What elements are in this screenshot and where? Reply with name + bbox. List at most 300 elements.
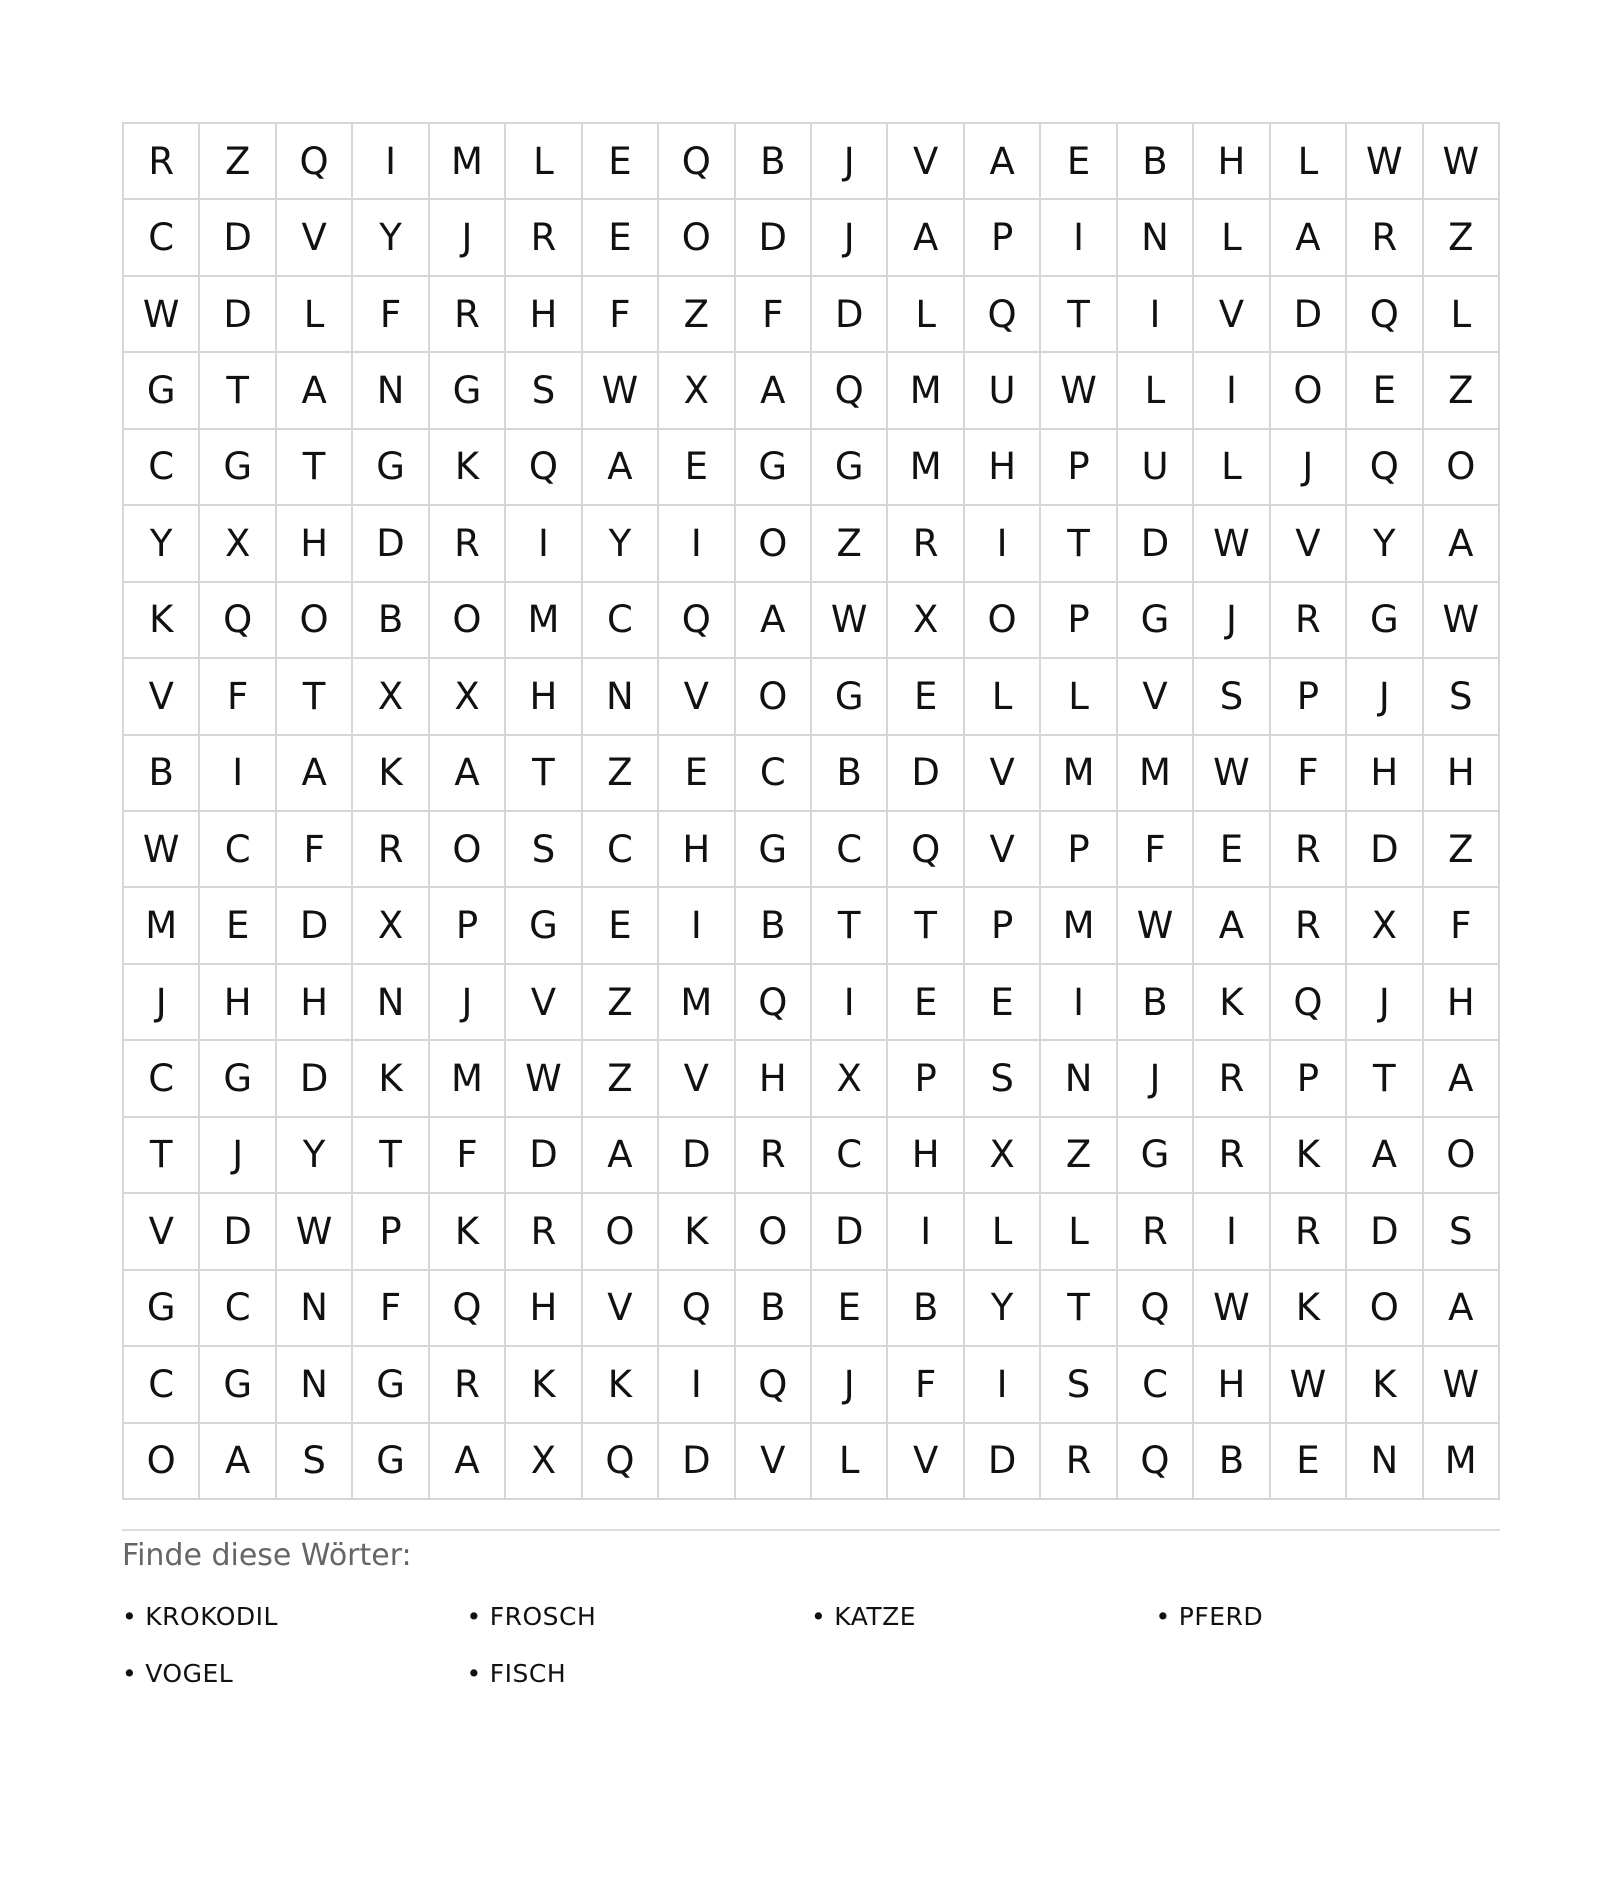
grid-cell[interactable]: C xyxy=(124,1041,200,1117)
grid-cell[interactable]: I xyxy=(1041,200,1117,276)
grid-cell[interactable]: V xyxy=(888,1424,964,1500)
grid-cell[interactable]: W xyxy=(1194,736,1270,812)
grid-cell[interactable]: T xyxy=(353,1118,429,1194)
grid-cell[interactable]: F xyxy=(1271,736,1347,812)
grid-cell[interactable]: N xyxy=(277,1347,353,1423)
grid-cell[interactable]: A xyxy=(430,736,506,812)
grid-cell[interactable]: V xyxy=(736,1424,812,1500)
grid-cell[interactable]: X xyxy=(430,659,506,735)
grid-cell[interactable]: E xyxy=(812,1271,888,1347)
grid-cell[interactable]: D xyxy=(200,200,276,276)
grid-cell[interactable]: H xyxy=(1424,965,1500,1041)
grid-cell[interactable]: X xyxy=(965,1118,1041,1194)
grid-cell[interactable]: J xyxy=(430,200,506,276)
grid-cell[interactable]: M xyxy=(1041,736,1117,812)
grid-cell[interactable]: H xyxy=(1424,736,1500,812)
grid-cell[interactable]: K xyxy=(353,736,429,812)
grid-cell[interactable]: R xyxy=(1271,1194,1347,1270)
grid-cell[interactable]: Z xyxy=(583,1041,659,1117)
grid-cell[interactable]: O xyxy=(1271,353,1347,429)
grid-cell[interactable]: E xyxy=(583,888,659,964)
grid-cell[interactable]: A xyxy=(1347,1118,1423,1194)
grid-cell[interactable]: G xyxy=(430,353,506,429)
grid-cell[interactable]: R xyxy=(888,506,964,582)
grid-cell[interactable]: Q xyxy=(1118,1271,1194,1347)
grid-cell[interactable]: R xyxy=(124,124,200,200)
grid-cell[interactable]: Z xyxy=(1424,200,1500,276)
grid-cell[interactable]: A xyxy=(736,583,812,659)
grid-cell[interactable]: Z xyxy=(812,506,888,582)
grid-cell[interactable]: L xyxy=(812,1424,888,1500)
grid-cell[interactable]: S xyxy=(506,812,582,888)
grid-cell[interactable]: F xyxy=(583,277,659,353)
grid-cell[interactable]: A xyxy=(583,1118,659,1194)
grid-cell[interactable]: Q xyxy=(659,1271,735,1347)
grid-cell[interactable]: Q xyxy=(430,1271,506,1347)
grid-cell[interactable]: P xyxy=(1041,430,1117,506)
grid-cell[interactable]: G xyxy=(736,812,812,888)
grid-cell[interactable]: M xyxy=(430,1041,506,1117)
grid-cell[interactable]: Z xyxy=(659,277,735,353)
grid-cell[interactable]: W xyxy=(1194,1271,1270,1347)
grid-cell[interactable]: K xyxy=(353,1041,429,1117)
grid-cell[interactable]: F xyxy=(1424,888,1500,964)
grid-cell[interactable]: W xyxy=(1118,888,1194,964)
grid-cell[interactable]: D xyxy=(277,888,353,964)
grid-cell[interactable]: Z xyxy=(1424,812,1500,888)
grid-cell[interactable]: I xyxy=(965,1347,1041,1423)
grid-cell[interactable]: B xyxy=(736,888,812,964)
grid-cell[interactable]: W xyxy=(1271,1347,1347,1423)
grid-cell[interactable]: V xyxy=(1118,659,1194,735)
grid-cell[interactable]: K xyxy=(506,1347,582,1423)
grid-cell[interactable]: E xyxy=(1347,353,1423,429)
grid-cell[interactable]: A xyxy=(1271,200,1347,276)
grid-cell[interactable]: U xyxy=(1118,430,1194,506)
grid-cell[interactable]: T xyxy=(277,430,353,506)
grid-cell[interactable]: G xyxy=(200,1041,276,1117)
grid-cell[interactable]: O xyxy=(659,200,735,276)
grid-cell[interactable]: W xyxy=(277,1194,353,1270)
grid-cell[interactable]: O xyxy=(277,583,353,659)
grid-cell[interactable]: S xyxy=(506,353,582,429)
grid-cell[interactable]: O xyxy=(430,583,506,659)
grid-cell[interactable]: I xyxy=(200,736,276,812)
grid-cell[interactable]: E xyxy=(200,888,276,964)
grid-cell[interactable]: D xyxy=(812,1194,888,1270)
grid-cell[interactable]: K xyxy=(659,1194,735,1270)
grid-cell[interactable]: S xyxy=(1424,659,1500,735)
grid-cell[interactable]: K xyxy=(1194,965,1270,1041)
grid-cell[interactable]: S xyxy=(277,1424,353,1500)
grid-cell[interactable]: I xyxy=(1041,965,1117,1041)
grid-cell[interactable]: G xyxy=(200,1347,276,1423)
grid-cell[interactable]: A xyxy=(965,124,1041,200)
grid-cell[interactable]: W xyxy=(1041,353,1117,429)
grid-cell[interactable]: G xyxy=(353,430,429,506)
grid-cell[interactable]: K xyxy=(430,1194,506,1270)
grid-cell[interactable]: R xyxy=(506,200,582,276)
grid-cell[interactable]: J xyxy=(812,200,888,276)
grid-cell[interactable]: X xyxy=(888,583,964,659)
grid-cell[interactable]: H xyxy=(1194,124,1270,200)
grid-cell[interactable]: O xyxy=(1347,1271,1423,1347)
grid-cell[interactable]: R xyxy=(1194,1041,1270,1117)
grid-cell[interactable]: C xyxy=(812,1118,888,1194)
grid-cell[interactable]: H xyxy=(277,506,353,582)
grid-cell[interactable]: N xyxy=(1118,200,1194,276)
grid-cell[interactable]: L xyxy=(1041,659,1117,735)
grid-cell[interactable]: C xyxy=(1118,1347,1194,1423)
grid-cell[interactable]: E xyxy=(1271,1424,1347,1500)
grid-cell[interactable]: R xyxy=(1194,1118,1270,1194)
grid-cell[interactable]: W xyxy=(1194,506,1270,582)
grid-cell[interactable]: Z xyxy=(1041,1118,1117,1194)
grid-cell[interactable]: M xyxy=(506,583,582,659)
grid-cell[interactable]: W xyxy=(583,353,659,429)
grid-cell[interactable]: I xyxy=(1194,1194,1270,1270)
grid-cell[interactable]: Q xyxy=(506,430,582,506)
grid-cell[interactable]: X xyxy=(506,1424,582,1500)
grid-cell[interactable]: S xyxy=(965,1041,1041,1117)
grid-cell[interactable]: O xyxy=(124,1424,200,1500)
grid-cell[interactable]: Q xyxy=(200,583,276,659)
grid-cell[interactable]: H xyxy=(506,277,582,353)
grid-cell[interactable]: W xyxy=(124,277,200,353)
grid-cell[interactable]: Q xyxy=(659,583,735,659)
grid-cell[interactable]: B xyxy=(812,736,888,812)
grid-cell[interactable]: Q xyxy=(965,277,1041,353)
grid-cell[interactable]: L xyxy=(888,277,964,353)
grid-cell[interactable]: V xyxy=(1194,277,1270,353)
grid-cell[interactable]: J xyxy=(1271,430,1347,506)
grid-cell[interactable]: G xyxy=(124,353,200,429)
grid-cell[interactable]: R xyxy=(506,1194,582,1270)
grid-cell[interactable]: J xyxy=(1347,965,1423,1041)
grid-cell[interactable]: T xyxy=(1041,277,1117,353)
grid-cell[interactable]: Y xyxy=(965,1271,1041,1347)
grid-cell[interactable]: H xyxy=(200,965,276,1041)
grid-cell[interactable]: D xyxy=(200,1194,276,1270)
grid-cell[interactable]: V xyxy=(1271,506,1347,582)
grid-cell[interactable]: K xyxy=(124,583,200,659)
grid-cell[interactable]: F xyxy=(736,277,812,353)
grid-cell[interactable]: H xyxy=(506,1271,582,1347)
grid-cell[interactable]: D xyxy=(736,200,812,276)
grid-cell[interactable]: J xyxy=(812,1347,888,1423)
grid-cell[interactable]: M xyxy=(1424,1424,1500,1500)
grid-cell[interactable]: G xyxy=(812,430,888,506)
grid-cell[interactable]: D xyxy=(1118,506,1194,582)
grid-cell[interactable]: F xyxy=(430,1118,506,1194)
grid-cell[interactable]: R xyxy=(1347,200,1423,276)
grid-cell[interactable]: L xyxy=(1194,430,1270,506)
grid-cell[interactable]: L xyxy=(506,124,582,200)
grid-cell[interactable]: I xyxy=(659,506,735,582)
grid-cell[interactable]: E xyxy=(888,659,964,735)
grid-cell[interactable]: R xyxy=(736,1118,812,1194)
grid-cell[interactable]: V xyxy=(506,965,582,1041)
grid-cell[interactable]: J xyxy=(1194,583,1270,659)
grid-cell[interactable]: E xyxy=(965,965,1041,1041)
grid-cell[interactable]: V xyxy=(888,124,964,200)
grid-cell[interactable]: D xyxy=(659,1118,735,1194)
grid-cell[interactable]: I xyxy=(1118,277,1194,353)
grid-cell[interactable]: U xyxy=(965,353,1041,429)
grid-cell[interactable]: V xyxy=(124,1194,200,1270)
grid-cell[interactable]: R xyxy=(430,277,506,353)
grid-cell[interactable]: A xyxy=(1424,506,1500,582)
grid-cell[interactable]: W xyxy=(1424,1347,1500,1423)
grid-cell[interactable]: G xyxy=(812,659,888,735)
grid-cell[interactable]: Q xyxy=(1271,965,1347,1041)
grid-cell[interactable]: Z xyxy=(583,965,659,1041)
grid-cell[interactable]: B xyxy=(124,736,200,812)
grid-cell[interactable]: G xyxy=(736,430,812,506)
grid-cell[interactable]: Y xyxy=(124,506,200,582)
grid-cell[interactable]: G xyxy=(353,1424,429,1500)
grid-cell[interactable]: L xyxy=(1271,124,1347,200)
grid-cell[interactable]: C xyxy=(200,812,276,888)
grid-cell[interactable]: Q xyxy=(812,353,888,429)
grid-cell[interactable]: Z xyxy=(200,124,276,200)
grid-cell[interactable]: H xyxy=(965,430,1041,506)
grid-cell[interactable]: X xyxy=(659,353,735,429)
grid-cell[interactable]: K xyxy=(583,1347,659,1423)
grid-cell[interactable]: I xyxy=(353,124,429,200)
grid-cell[interactable]: Y xyxy=(277,1118,353,1194)
grid-cell[interactable]: L xyxy=(1194,200,1270,276)
grid-cell[interactable]: T xyxy=(812,888,888,964)
grid-cell[interactable]: N xyxy=(353,965,429,1041)
grid-cell[interactable]: V xyxy=(659,659,735,735)
grid-cell[interactable]: D xyxy=(277,1041,353,1117)
grid-cell[interactable]: T xyxy=(1041,1271,1117,1347)
grid-cell[interactable]: M xyxy=(124,888,200,964)
grid-cell[interactable]: D xyxy=(659,1424,735,1500)
grid-cell[interactable]: H xyxy=(506,659,582,735)
grid-cell[interactable]: P xyxy=(353,1194,429,1270)
grid-cell[interactable]: D xyxy=(1271,277,1347,353)
grid-cell[interactable]: R xyxy=(1271,583,1347,659)
grid-cell[interactable]: D xyxy=(888,736,964,812)
grid-cell[interactable]: A xyxy=(888,200,964,276)
grid-cell[interactable]: N xyxy=(277,1271,353,1347)
grid-cell[interactable]: M xyxy=(430,124,506,200)
grid-cell[interactable]: M xyxy=(1041,888,1117,964)
grid-cell[interactable]: W xyxy=(1424,124,1500,200)
grid-cell[interactable]: M xyxy=(888,353,964,429)
grid-cell[interactable]: S xyxy=(1041,1347,1117,1423)
grid-cell[interactable]: E xyxy=(659,736,735,812)
grid-cell[interactable]: I xyxy=(965,506,1041,582)
grid-cell[interactable]: F xyxy=(353,1271,429,1347)
grid-cell[interactable]: P xyxy=(1271,1041,1347,1117)
grid-cell[interactable]: Y xyxy=(583,506,659,582)
grid-cell[interactable]: O xyxy=(736,1194,812,1270)
grid-cell[interactable]: J xyxy=(812,124,888,200)
grid-cell[interactable]: T xyxy=(1041,506,1117,582)
grid-cell[interactable]: V xyxy=(124,659,200,735)
grid-cell[interactable]: C xyxy=(736,736,812,812)
grid-cell[interactable]: H xyxy=(1347,736,1423,812)
grid-cell[interactable]: G xyxy=(353,1347,429,1423)
grid-cell[interactable]: N xyxy=(1041,1041,1117,1117)
grid-cell[interactable]: C xyxy=(812,812,888,888)
grid-cell[interactable]: R xyxy=(353,812,429,888)
grid-cell[interactable]: F xyxy=(277,812,353,888)
grid-cell[interactable]: I xyxy=(888,1194,964,1270)
grid-cell[interactable]: J xyxy=(124,965,200,1041)
grid-cell[interactable]: R xyxy=(1118,1194,1194,1270)
grid-cell[interactable]: B xyxy=(1194,1424,1270,1500)
grid-cell[interactable]: F xyxy=(1118,812,1194,888)
grid-cell[interactable]: B xyxy=(736,1271,812,1347)
grid-cell[interactable]: N xyxy=(353,353,429,429)
grid-cell[interactable]: V xyxy=(965,736,1041,812)
grid-cell[interactable]: H xyxy=(659,812,735,888)
grid-cell[interactable]: C xyxy=(124,430,200,506)
grid-cell[interactable]: Z xyxy=(583,736,659,812)
grid-cell[interactable]: Q xyxy=(1118,1424,1194,1500)
grid-cell[interactable]: T xyxy=(888,888,964,964)
grid-cell[interactable]: X xyxy=(200,506,276,582)
grid-cell[interactable]: B xyxy=(1118,124,1194,200)
grid-cell[interactable]: C xyxy=(583,583,659,659)
grid-cell[interactable]: D xyxy=(1347,812,1423,888)
grid-cell[interactable]: D xyxy=(812,277,888,353)
grid-cell[interactable]: Q xyxy=(888,812,964,888)
grid-cell[interactable]: E xyxy=(1041,124,1117,200)
grid-cell[interactable]: M xyxy=(1118,736,1194,812)
grid-cell[interactable]: O xyxy=(736,659,812,735)
grid-cell[interactable]: K xyxy=(1347,1347,1423,1423)
grid-cell[interactable]: P xyxy=(888,1041,964,1117)
grid-cell[interactable]: H xyxy=(888,1118,964,1194)
grid-cell[interactable]: T xyxy=(124,1118,200,1194)
grid-cell[interactable]: Z xyxy=(1424,353,1500,429)
grid-cell[interactable]: R xyxy=(430,506,506,582)
grid-cell[interactable]: C xyxy=(124,1347,200,1423)
grid-cell[interactable]: A xyxy=(736,353,812,429)
grid-cell[interactable]: P xyxy=(965,888,1041,964)
grid-cell[interactable]: R xyxy=(1271,888,1347,964)
grid-cell[interactable]: E xyxy=(888,965,964,1041)
grid-cell[interactable]: F xyxy=(888,1347,964,1423)
grid-cell[interactable]: N xyxy=(1347,1424,1423,1500)
grid-cell[interactable]: P xyxy=(430,888,506,964)
grid-cell[interactable]: S xyxy=(1194,659,1270,735)
grid-cell[interactable]: L xyxy=(965,1194,1041,1270)
grid-cell[interactable]: I xyxy=(812,965,888,1041)
grid-cell[interactable]: O xyxy=(1424,1118,1500,1194)
grid-cell[interactable]: T xyxy=(200,353,276,429)
grid-cell[interactable]: B xyxy=(888,1271,964,1347)
grid-cell[interactable]: S xyxy=(1424,1194,1500,1270)
grid-cell[interactable]: V xyxy=(583,1271,659,1347)
grid-cell[interactable]: Q xyxy=(277,124,353,200)
grid-cell[interactable]: Q xyxy=(736,1347,812,1423)
grid-cell[interactable]: Y xyxy=(353,200,429,276)
grid-cell[interactable]: O xyxy=(736,506,812,582)
grid-cell[interactable]: L xyxy=(1424,277,1500,353)
grid-cell[interactable]: L xyxy=(965,659,1041,735)
grid-cell[interactable]: A xyxy=(277,353,353,429)
grid-cell[interactable]: Q xyxy=(583,1424,659,1500)
grid-cell[interactable]: D xyxy=(506,1118,582,1194)
grid-cell[interactable]: D xyxy=(200,277,276,353)
grid-cell[interactable]: R xyxy=(1271,812,1347,888)
grid-cell[interactable]: W xyxy=(1424,583,1500,659)
grid-cell[interactable]: T xyxy=(1347,1041,1423,1117)
grid-cell[interactable]: X xyxy=(1347,888,1423,964)
grid-cell[interactable]: K xyxy=(1271,1271,1347,1347)
grid-cell[interactable]: Q xyxy=(1347,430,1423,506)
grid-cell[interactable]: A xyxy=(277,736,353,812)
grid-cell[interactable]: X xyxy=(812,1041,888,1117)
grid-cell[interactable]: B xyxy=(1118,965,1194,1041)
grid-cell[interactable]: Q xyxy=(736,965,812,1041)
grid-cell[interactable]: A xyxy=(1424,1271,1500,1347)
grid-cell[interactable]: I xyxy=(659,1347,735,1423)
grid-cell[interactable]: L xyxy=(277,277,353,353)
grid-cell[interactable]: A xyxy=(1194,888,1270,964)
grid-cell[interactable]: H xyxy=(736,1041,812,1117)
grid-cell[interactable]: D xyxy=(965,1424,1041,1500)
grid-cell[interactable]: E xyxy=(1194,812,1270,888)
grid-cell[interactable]: O xyxy=(965,583,1041,659)
grid-cell[interactable]: X xyxy=(353,888,429,964)
grid-cell[interactable]: B xyxy=(736,124,812,200)
grid-cell[interactable]: Y xyxy=(1347,506,1423,582)
grid-cell[interactable]: I xyxy=(659,888,735,964)
grid-cell[interactable]: G xyxy=(1118,1118,1194,1194)
grid-cell[interactable]: M xyxy=(659,965,735,1041)
grid-cell[interactable]: I xyxy=(1194,353,1270,429)
grid-cell[interactable]: G xyxy=(200,430,276,506)
grid-cell[interactable]: X xyxy=(353,659,429,735)
grid-cell[interactable]: R xyxy=(1041,1424,1117,1500)
grid-cell[interactable]: E xyxy=(583,200,659,276)
grid-cell[interactable]: J xyxy=(1118,1041,1194,1117)
grid-cell[interactable]: R xyxy=(430,1347,506,1423)
grid-cell[interactable]: J xyxy=(200,1118,276,1194)
grid-cell[interactable]: L xyxy=(1118,353,1194,429)
grid-cell[interactable]: A xyxy=(200,1424,276,1500)
grid-cell[interactable]: B xyxy=(353,583,429,659)
grid-cell[interactable]: J xyxy=(430,965,506,1041)
grid-cell[interactable]: P xyxy=(965,200,1041,276)
grid-cell[interactable]: G xyxy=(1118,583,1194,659)
grid-cell[interactable]: W xyxy=(506,1041,582,1117)
grid-cell[interactable]: P xyxy=(1041,583,1117,659)
grid-cell[interactable]: A xyxy=(430,1424,506,1500)
grid-cell[interactable]: P xyxy=(1271,659,1347,735)
grid-cell[interactable]: Q xyxy=(659,124,735,200)
grid-cell[interactable]: V xyxy=(277,200,353,276)
grid-cell[interactable]: F xyxy=(353,277,429,353)
grid-cell[interactable]: D xyxy=(353,506,429,582)
grid-cell[interactable]: P xyxy=(1041,812,1117,888)
grid-cell[interactable]: L xyxy=(1041,1194,1117,1270)
grid-cell[interactable]: G xyxy=(1347,583,1423,659)
grid-cell[interactable]: A xyxy=(1424,1041,1500,1117)
grid-cell[interactable]: E xyxy=(659,430,735,506)
grid-cell[interactable]: K xyxy=(1271,1118,1347,1194)
grid-cell[interactable]: C xyxy=(200,1271,276,1347)
grid-cell[interactable]: I xyxy=(506,506,582,582)
grid-cell[interactable]: T xyxy=(277,659,353,735)
